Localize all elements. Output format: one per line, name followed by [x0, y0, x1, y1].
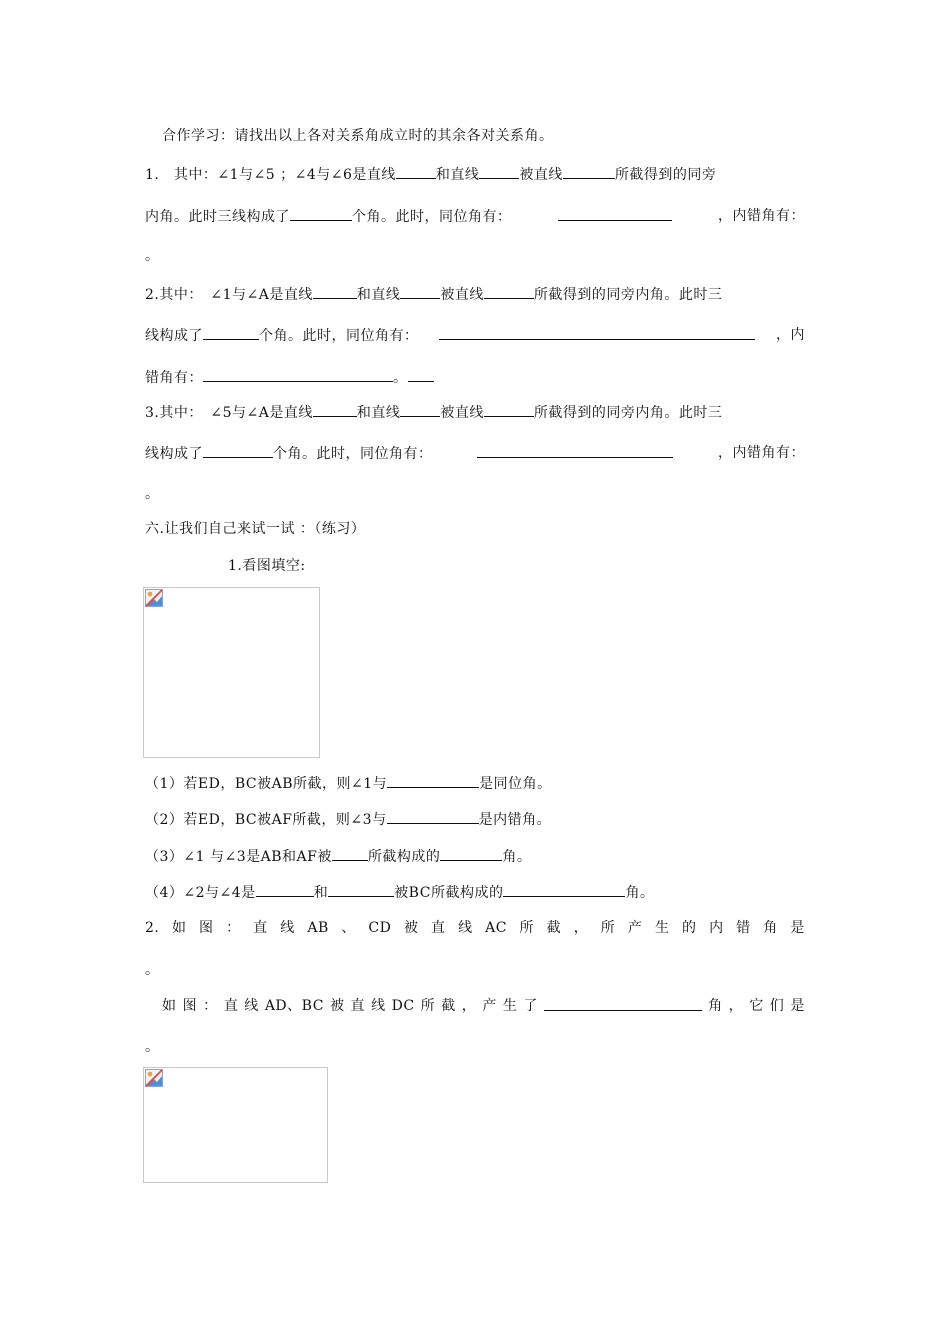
blank[interactable] [203, 325, 259, 340]
word: 生 [502, 998, 518, 1014]
blank[interactable] [503, 882, 625, 897]
word: 图 [182, 998, 198, 1014]
blank[interactable] [256, 882, 314, 897]
blank[interactable] [328, 882, 394, 897]
blank[interactable] [477, 443, 673, 458]
word: 如 [171, 920, 187, 936]
blank[interactable] [313, 402, 357, 417]
blank[interactable] [313, 284, 357, 299]
blank[interactable] [203, 367, 393, 382]
word: 线 [280, 920, 295, 936]
blank[interactable] [408, 367, 434, 382]
intro-text: 合作学习：请找出以上各对关系角成立时的其余各对关系角。 [162, 128, 554, 144]
word: 是 [790, 920, 805, 936]
blank[interactable] [484, 402, 534, 417]
word: ， [461, 998, 477, 1014]
word: 截 [441, 998, 456, 1014]
word: 所 [420, 998, 436, 1014]
blank[interactable] [400, 284, 440, 299]
word: 错 [736, 920, 751, 936]
word: 直 [223, 998, 239, 1014]
blank[interactable] [439, 325, 755, 340]
q1-line-2: 内角。此时三线构成了 个角。此时，同位角有： ，内错角有： [145, 208, 805, 225]
figure-image-1 [143, 587, 320, 758]
exercise-2-end: 。 [145, 962, 160, 978]
word: 被 [403, 920, 419, 936]
broken-image-icon [145, 589, 163, 607]
word: ， [573, 920, 589, 936]
word: 是 [790, 998, 805, 1014]
word: 线 [371, 998, 386, 1014]
word: 如 [162, 998, 177, 1014]
exercise-2-line [145, 918, 805, 938]
q1-line-1: 1. 其中：∠1与∠5 ；∠4与∠6是直线 和直线 被直线 所截得到的同旁 [145, 164, 805, 185]
q2-line-1: 2.其中： ∠1与∠A是直线 和直线 被直线 所截得到的同旁内角。此时三 [145, 284, 805, 305]
q1-end: 。 [145, 248, 160, 264]
blank[interactable] [332, 846, 368, 861]
word: 的 [682, 920, 697, 936]
word: 线 [244, 998, 259, 1014]
word: ： [203, 998, 218, 1014]
q2-line-3: 错角有： 。 [145, 367, 805, 388]
q3-line-1: 3.其中： ∠5与∠A是直线 和直线 被直线 所截得到的同旁内角。此时三 [145, 402, 805, 423]
exercise-3-end: 。 [145, 1039, 160, 1055]
broken-image-icon [145, 1069, 163, 1087]
exercise-3-line [162, 996, 805, 1016]
blank[interactable] [544, 996, 702, 1011]
blank[interactable] [484, 284, 534, 299]
word: 图 [199, 920, 214, 936]
q2-line-2: 线构成了 个角。此时，同位角有： ，内 [145, 327, 805, 344]
q3-end: 。 [145, 486, 160, 502]
blank[interactable] [400, 402, 440, 417]
blank[interactable] [479, 164, 519, 179]
blank[interactable] [203, 443, 273, 458]
blank[interactable] [396, 164, 436, 179]
word: 2. [145, 920, 160, 936]
word: 生 [654, 920, 670, 936]
word: 们 [769, 998, 785, 1014]
word: 、 [341, 920, 356, 936]
word: 所 [519, 920, 535, 936]
blank[interactable] [558, 206, 672, 221]
word: 线 [458, 920, 473, 936]
blank[interactable] [440, 846, 502, 861]
word: 了 [523, 998, 538, 1014]
blank[interactable] [563, 164, 615, 179]
word: 产 [482, 998, 497, 1014]
word: ， [728, 998, 744, 1014]
word: 角 [763, 920, 778, 936]
word: CD [368, 920, 392, 936]
word: AC [485, 920, 507, 936]
blank[interactable] [387, 809, 479, 824]
blank[interactable] [387, 773, 479, 788]
word: 直 [350, 998, 366, 1014]
word: 产 [627, 920, 643, 936]
figure-image-2 [143, 1067, 328, 1183]
word: 直 [430, 920, 446, 936]
word: DC [391, 998, 415, 1014]
word: 它 [749, 998, 764, 1014]
word: 截 [546, 920, 562, 936]
section6-sub1: 1.看图填空: [228, 558, 306, 574]
exercise-item-2: （2）若ED，BC被AF所截，则∠3与 是内错角。 [145, 809, 805, 830]
exercise-item-4: （4）∠2与∠4是 和 被BC所截构成的 角。 [145, 882, 805, 903]
q3-line-2: 线构成了 个角。此时，同位角有： ，内错角有： [145, 445, 805, 462]
word: 角 [708, 998, 723, 1014]
blank[interactable] [290, 206, 352, 221]
word: 直 [253, 920, 268, 936]
section6-title: 六.让我们自己来试一试 ：（练习） [145, 521, 366, 537]
word: 内 [709, 920, 724, 936]
word: 被 [329, 998, 345, 1014]
word: AD、BC [264, 998, 324, 1014]
word: AB [307, 920, 329, 936]
exercise-item-1: （1）若ED，BC被AB所截，则∠1与 是同位角。 [145, 773, 805, 794]
word: 所 [600, 920, 616, 936]
word: ： [226, 920, 241, 936]
exercise-item-3: （3）∠1 与∠3是AB和AF被 所截构成的 角。 [145, 846, 805, 867]
